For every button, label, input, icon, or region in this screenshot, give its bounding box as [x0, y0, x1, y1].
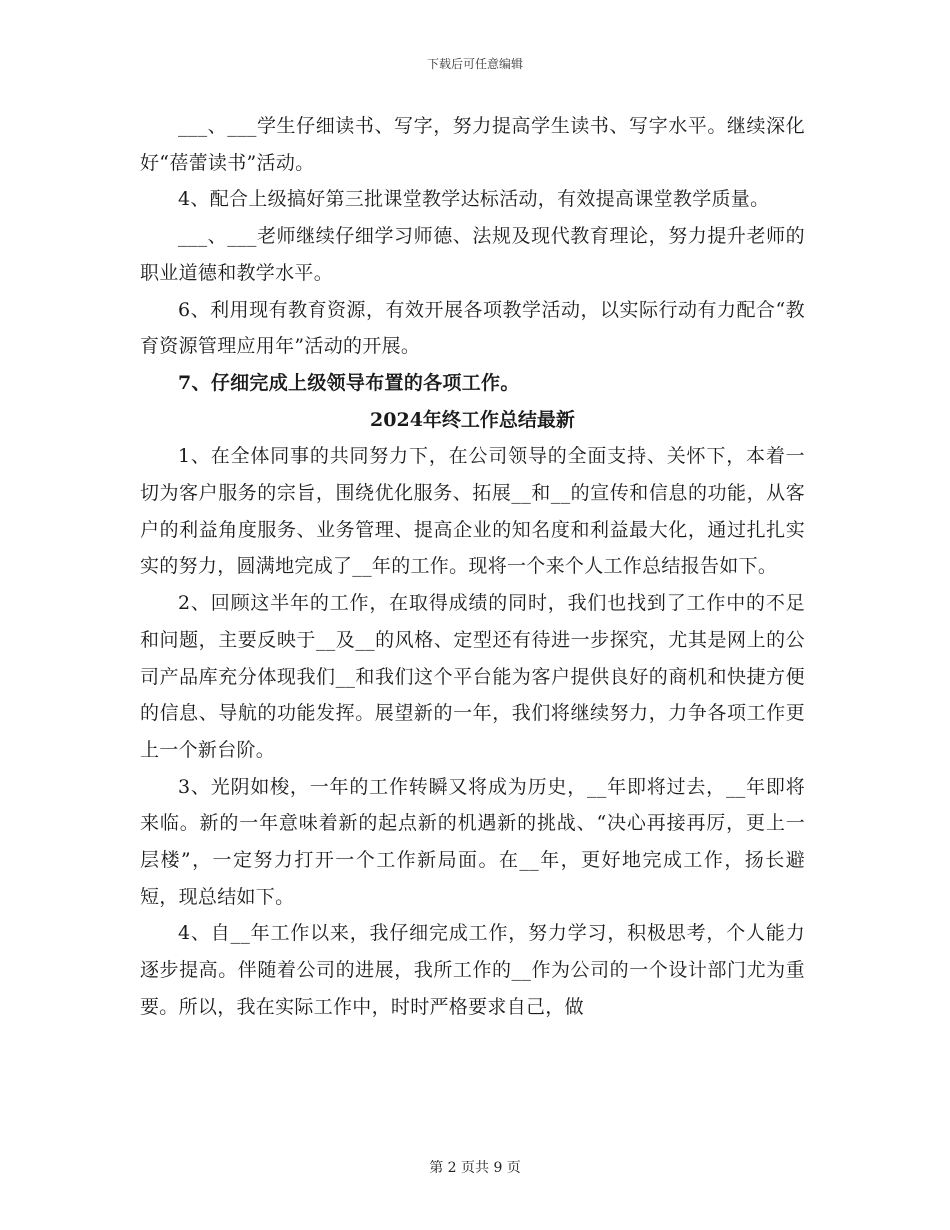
- paragraph-teacher-ethics: ___、___老师继续仔细学习师德、法规及现代教育理论，努力提升老师的职业道德和教学水平。: [140, 225, 805, 284]
- page-header: 下载后可任意编辑: [426, 57, 523, 71]
- summary-paragraph-4: 4、自__年工作以来，我仔细完成工作，努力学习，积极思考，个人能力逐步提高。伴随着公司的进展，我所工作的__作为公司的一个设计部门尤为重要。所以，我在实际工作中，时时严格要求自己，做: [140, 922, 805, 1018]
- paragraph-teaching-standard: 4、配合上级搞好第三批课堂教学达标活动，有效提高课堂教学质量。: [178, 188, 770, 211]
- paragraph-leader-tasks: 7、仔细完成上级领导布置的各项工作。: [178, 371, 520, 394]
- summary-paragraph-1: 1、在全体同事的共同努力下，在公司领导的全面支持、关怀下，本着一切为客户服务的宗旨，围绕优化服务、拓展__和__的宣传和信息的功能，从客户的利益角度服务、业务管理、提高企业的知名度和利益最大化，通过扎扎实实的努力，圆满地完成了__年的工作。现将一个来个人工作总结报告如下。: [140, 445, 805, 578]
- paragraph-education-resources: 6、利用现有教育资源，有效开展各项教学活动，以实际行动有力配合“教育资源管理应用年”活动的开展。: [140, 298, 805, 358]
- page-number: 第 2 页共 9 页: [429, 1160, 521, 1176]
- section-title: 2024年终工作总结最新: [370, 408, 575, 431]
- paragraph-reading-writing: ___、___学生仔细读书、写字，努力提高学生读书、写字水平。继续深化好“蓓蕾读书”活动。: [140, 115, 805, 174]
- summary-paragraph-2: 2、回顾这半年的工作，在取得成绩的同时，我们也找到了工作中的不足和问题，主要反映于__及__的风格、定型还有待进一步探究，尤其是网上的公司产品库充分体现我们__和我们这个平台能为客户提供良好的商机和快捷方便的信息、导航的功能发挥。展望新的一年，我们将继续努力，力争各项工作更上一个新台阶。: [140, 592, 805, 761]
- summary-paragraph-3: 3、光阴如梭，一年的工作转瞬又将成为历史，__年即将过去，__年即将来临。新的一年意味着新的起点新的机遇新的挑战、“决心再接再厉，更上一层楼”，一定努力打开一个工作新局面。在__年，更好地完成工作，扬长避短，现总结如下。: [140, 775, 805, 908]
- document-body: [140, 108, 805, 1026]
